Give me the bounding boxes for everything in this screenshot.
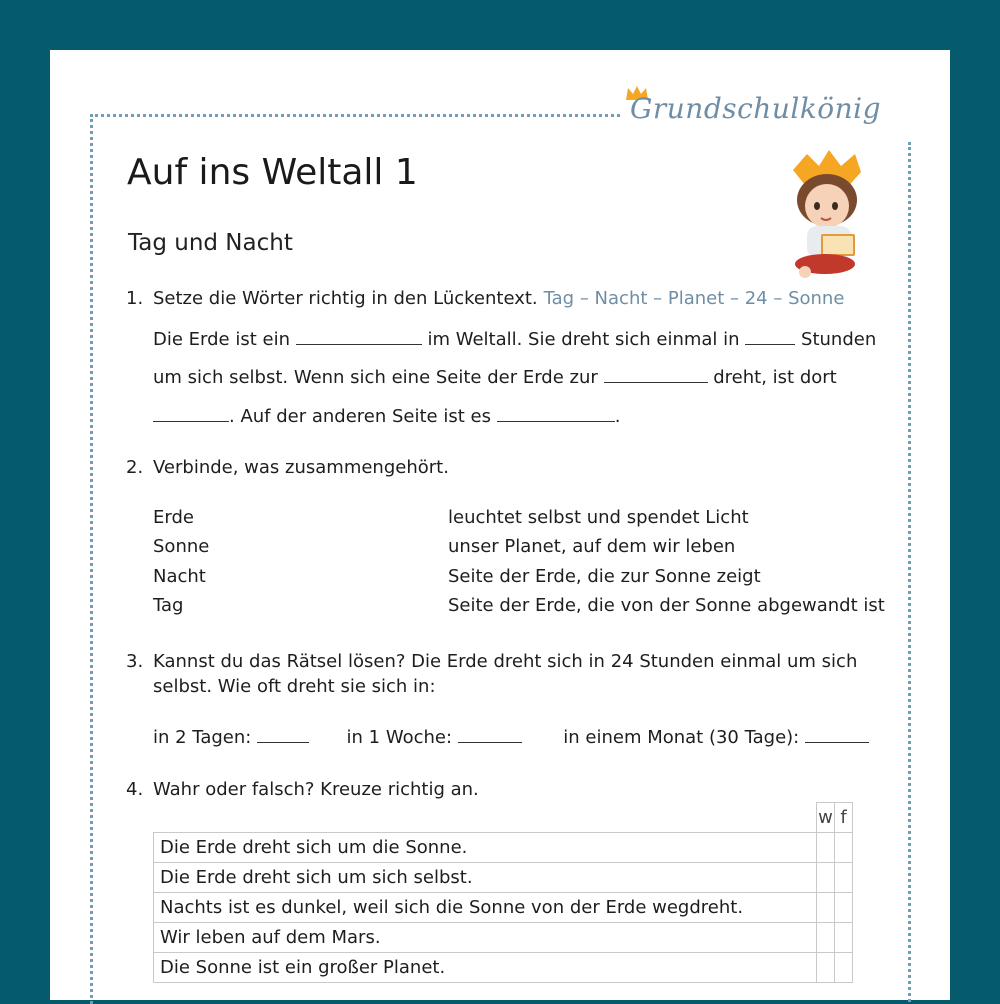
riddle-label-1-week: in 1 Woche: [346,727,453,748]
gap-text-line-3 [153,406,620,427]
gap-text-1a: Die Erde ist ein [153,329,290,350]
true-checkbox[interactable] [817,833,835,863]
question-3-line-2: selbst. Wie oft dreht sie sich in: [153,676,436,697]
match-left-item[interactable]: Nacht [153,566,206,587]
statement-text: Die Erde dreht sich um sich selbst. [154,863,817,893]
table-row [154,863,853,893]
question-3-number: 3. [126,651,144,672]
brand-logo: Grundschulkönig [630,92,882,125]
gap-text-line-1 [153,329,876,350]
match-left-item[interactable]: Erde [153,507,194,528]
false-checkbox[interactable] [835,923,853,953]
question-4-instruction: Wahr oder falsch? Kreuze richtig an. [153,779,479,800]
riddle-label-2-days: in 2 Tagen: [153,727,252,748]
riddle-answers [153,727,869,748]
gap-text-2a: um sich selbst. Wenn sich eine Seite der Erde zur [153,367,598,388]
question-2-number: 2. [126,457,144,478]
blank-planet[interactable] [296,330,422,345]
dotted-border-right [908,142,911,1002]
statement-text: Die Erde dreht sich um die Sonne. [154,833,817,863]
blank-1-week[interactable] [458,728,522,743]
blank-hours[interactable] [745,330,795,345]
match-right-item[interactable]: Seite der Erde, die von der Sonne abgewandt ist [448,595,885,616]
table-row [154,923,853,953]
question-1-number: 1. [126,288,144,309]
false-checkbox[interactable] [835,833,853,863]
match-left-item[interactable]: Tag [153,595,184,616]
match-left-item[interactable]: Sonne [153,536,210,557]
dotted-border-top [90,114,620,117]
dotted-border-left [90,114,93,1004]
match-right-item[interactable]: leuchtet selbst und spendet Licht [448,507,749,528]
mascot-reading-child-icon [785,150,895,280]
true-checkbox[interactable] [817,953,835,983]
statement-text: Wir leben auf dem Mars. [154,923,817,953]
page-title: Auf ins Weltall 1 [127,152,418,193]
question-3-line-1: Kannst du das Rätsel lösen? Die Erde dreht sich in 24 Stunden einmal um sich [153,651,858,672]
statement-text: Nachts ist es dunkel, weil sich die Sonne von der Erde wegdreht. [154,893,817,923]
blank-2-days[interactable] [257,728,309,743]
gap-text-3a: . Auf der anderen Seite ist es [229,406,491,427]
blank-day[interactable] [153,407,229,422]
question-1-text [153,287,844,311]
page-subtitle: Tag und Nacht [128,230,293,256]
match-right-item[interactable]: Seite der Erde, die zur Sonne zeigt [448,566,761,587]
question-1-instruction: Setze die Wörter richtig in den Lückentext. [153,288,538,309]
gap-text-2b: dreht, ist dort [713,367,837,388]
table-row [154,953,853,983]
gap-text-1c: Stunden [801,329,877,350]
worksheet-page [50,50,950,1000]
table-row [154,833,853,863]
blank-night[interactable] [497,407,615,422]
riddle-label-30-days: in einem Monat (30 Tage): [563,727,800,748]
word-list: Tag – Nacht – Planet – 24 – Sonne [543,288,845,309]
header-spacer [154,803,817,833]
gap-text-line-2 [153,367,837,388]
true-false-table [153,802,853,983]
gap-text-3b: . [614,406,621,427]
blank-sun[interactable] [604,368,708,383]
column-true-header: w [817,803,835,833]
column-false-header: f [835,803,853,833]
blank-30-days[interactable] [805,728,869,743]
false-checkbox[interactable] [835,893,853,923]
match-right-item[interactable]: unser Planet, auf dem wir leben [448,536,736,557]
true-checkbox[interactable] [817,893,835,923]
false-checkbox[interactable] [835,953,853,983]
true-checkbox[interactable] [817,923,835,953]
question-2-instruction: Verbinde, was zusammengehört. [153,457,449,478]
false-checkbox[interactable] [835,863,853,893]
table-row [154,893,853,923]
true-checkbox[interactable] [817,863,835,893]
question-4-number: 4. [126,779,144,800]
gap-text-1b: im Weltall. Sie dreht sich einmal in [427,329,740,350]
statement-text: Die Sonne ist ein großer Planet. [154,953,817,983]
